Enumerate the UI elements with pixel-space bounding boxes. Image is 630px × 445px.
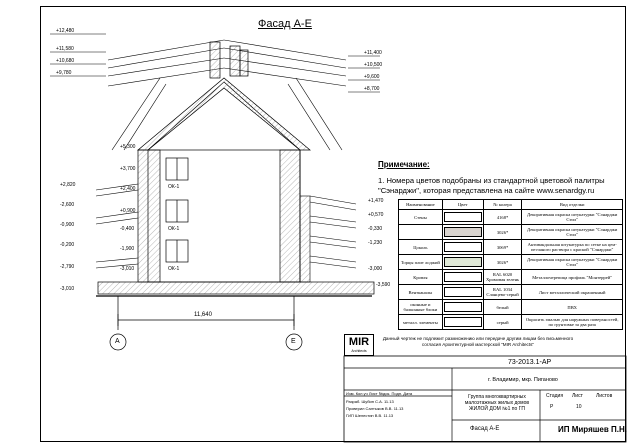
legend-row xyxy=(399,270,623,285)
level-label: -3,000 xyxy=(368,266,383,272)
level-label: +11,400 xyxy=(364,50,382,56)
level-label: +9,780 xyxy=(56,70,72,76)
legend-color xyxy=(442,315,483,330)
color-legend-table xyxy=(398,199,623,330)
sheet-name: Фасад А-Е xyxy=(470,426,500,432)
level-label: +0,900 xyxy=(120,208,136,214)
color-swatch xyxy=(444,212,482,222)
project-name: Группа многоквартирных малоэтажных жилых домов ЖИЛОЙ ДОМ №1 по ГП xyxy=(464,394,530,412)
level-label: +9,600 xyxy=(364,74,380,80)
copyright-warning: Данный чертеж не подлежит размножению или передаче другим лицам без письменного согласия Архитектурной мастерской "MIR Architects" xyxy=(382,336,574,347)
legend-code: RAL 1034 Сланцево-серый xyxy=(483,285,522,300)
legend-code: 3026* xyxy=(483,255,522,270)
legend-finish: Лист металлический окрашенный xyxy=(522,285,623,300)
level-label: +2,400 xyxy=(120,186,136,192)
legend-code: белый xyxy=(483,300,522,315)
legend-name: Вентканалы xyxy=(399,285,443,300)
revision-headers: Изм. Кол.уч Лист №док. Подп. Дата xyxy=(346,391,413,396)
dimension-label: 11,640 xyxy=(194,312,212,318)
project-code: 73-2013.1-АР xyxy=(508,359,552,366)
legend-row xyxy=(399,210,623,225)
level-label: -2,790 xyxy=(60,264,75,270)
legend-name: металл. элементы xyxy=(399,315,443,330)
legend-row xyxy=(399,300,623,315)
legend-name xyxy=(399,225,443,240)
legend-finish: Декоративная окраска штукатурки "Сэнарджи Стил" xyxy=(522,255,623,270)
legend-name: Торцы плит лоджий xyxy=(399,255,443,270)
color-swatch xyxy=(444,272,482,282)
stage-header: Стадия xyxy=(546,393,564,399)
axis-label-a: А xyxy=(115,338,120,345)
legend-header: № колера xyxy=(483,200,522,210)
color-swatch xyxy=(444,317,482,327)
legend-code: 3026* xyxy=(483,225,522,240)
legend-color xyxy=(442,300,483,315)
note-heading: Примечание: xyxy=(378,160,430,169)
level-label: +8,700 xyxy=(364,86,380,92)
level-label: -3,010 xyxy=(120,266,135,272)
level-label: +10,500 xyxy=(364,62,383,68)
level-label: -3,590 xyxy=(376,282,391,288)
signature-row: Проверил Салтыков В.В. 11.13 xyxy=(346,406,404,411)
sheet-value: 10 xyxy=(576,404,582,410)
firm-name: ИП Миряшев П.Н. xyxy=(558,425,627,434)
level-label: +1,470 xyxy=(368,198,384,204)
legend-header: Цвет xyxy=(442,200,483,210)
legend-finish: Окрасить эмалью для наружных поверхностей, по грунтовке за два раза xyxy=(522,315,623,330)
signature-row: Разраб. Шубин С.А. 11.13 xyxy=(346,399,394,404)
color-swatch xyxy=(444,227,482,237)
color-swatch xyxy=(444,287,482,297)
legend-row xyxy=(399,315,623,330)
legend-name: оконные и балконные блоки xyxy=(399,300,443,315)
window-label: ОК-1 xyxy=(168,226,180,232)
legend-code: 3069* xyxy=(483,240,522,255)
color-swatch xyxy=(444,302,482,312)
color-swatch xyxy=(444,257,482,267)
level-label: +2,820 xyxy=(60,182,76,188)
window-label: ОК-1 xyxy=(168,184,180,190)
legend-color xyxy=(442,270,483,285)
level-label: +11,580 xyxy=(56,46,74,52)
axis-label-e: Е xyxy=(291,338,296,345)
sheet-header: Лист xyxy=(572,393,583,399)
legend-color xyxy=(442,225,483,240)
level-label: +5,300 xyxy=(120,144,136,150)
level-label: -3,010 xyxy=(60,286,75,292)
level-label: +10,680 xyxy=(56,58,75,64)
legend-row xyxy=(399,240,623,255)
level-label: -2,600 xyxy=(60,202,75,208)
level-label: -0,200 xyxy=(60,242,75,248)
legend-row xyxy=(399,285,623,300)
level-label: -0,400 xyxy=(120,226,135,232)
note-text: 1. Номера цветов подобраны из стандартной цветовой палитры "Сэнарджи", которая представлена на сайте www.senardgy.ru xyxy=(378,176,605,195)
window-label: ОК-1 xyxy=(168,266,180,272)
signature-row: ГИП Шелестин В.В. 11.13 xyxy=(346,413,394,418)
legend-color xyxy=(442,255,483,270)
legend-code: серый xyxy=(483,315,522,330)
legend-header: Наименование xyxy=(399,200,443,210)
legend-code: RAL 6020 Хромовая зелень xyxy=(483,270,522,285)
legend-color xyxy=(442,285,483,300)
legend-finish: ПВХ xyxy=(522,300,623,315)
firm-logo: MIR Architects xyxy=(344,334,374,356)
level-label: -1,230 xyxy=(368,240,383,246)
legend-code: 4168* xyxy=(483,210,522,225)
legend-color xyxy=(442,210,483,225)
level-label: +3,700 xyxy=(120,166,136,172)
legend-name: Стены xyxy=(399,210,443,225)
legend-name: Цоколь xyxy=(399,240,443,255)
sheets-header: Листов xyxy=(596,393,613,399)
legend-finish: Декоративная окраска штукатурки "Сэнарджи Стил" xyxy=(522,225,623,240)
level-label: +0,570 xyxy=(368,212,384,218)
color-swatch xyxy=(444,242,482,252)
legend-header: Вид отделки xyxy=(522,200,623,210)
legend-finish: Антивандальная штукатурка по сетке на цем-песчаного раствора с краской "Сэнарджи" xyxy=(522,240,623,255)
legend-finish: Декоративная окраска штукатурки "Сэнарджи Стил" xyxy=(522,210,623,225)
drawing-title: Фасад А-Е xyxy=(258,18,312,30)
legend-finish: Металлочерепица профиль "Монтеррей" xyxy=(522,270,623,285)
stage-value: Р xyxy=(550,404,554,410)
level-label: -0,330 xyxy=(368,226,383,232)
project-location: г. Владимир, мкр. Пиганово xyxy=(488,377,558,383)
legend-row xyxy=(399,225,623,240)
legend-color xyxy=(442,240,483,255)
level-label: -0,900 xyxy=(60,222,75,228)
level-label: -1,900 xyxy=(120,246,135,252)
legend-name: Кровля xyxy=(399,270,443,285)
level-label: +12,480 xyxy=(56,28,75,34)
legend-row xyxy=(399,255,623,270)
